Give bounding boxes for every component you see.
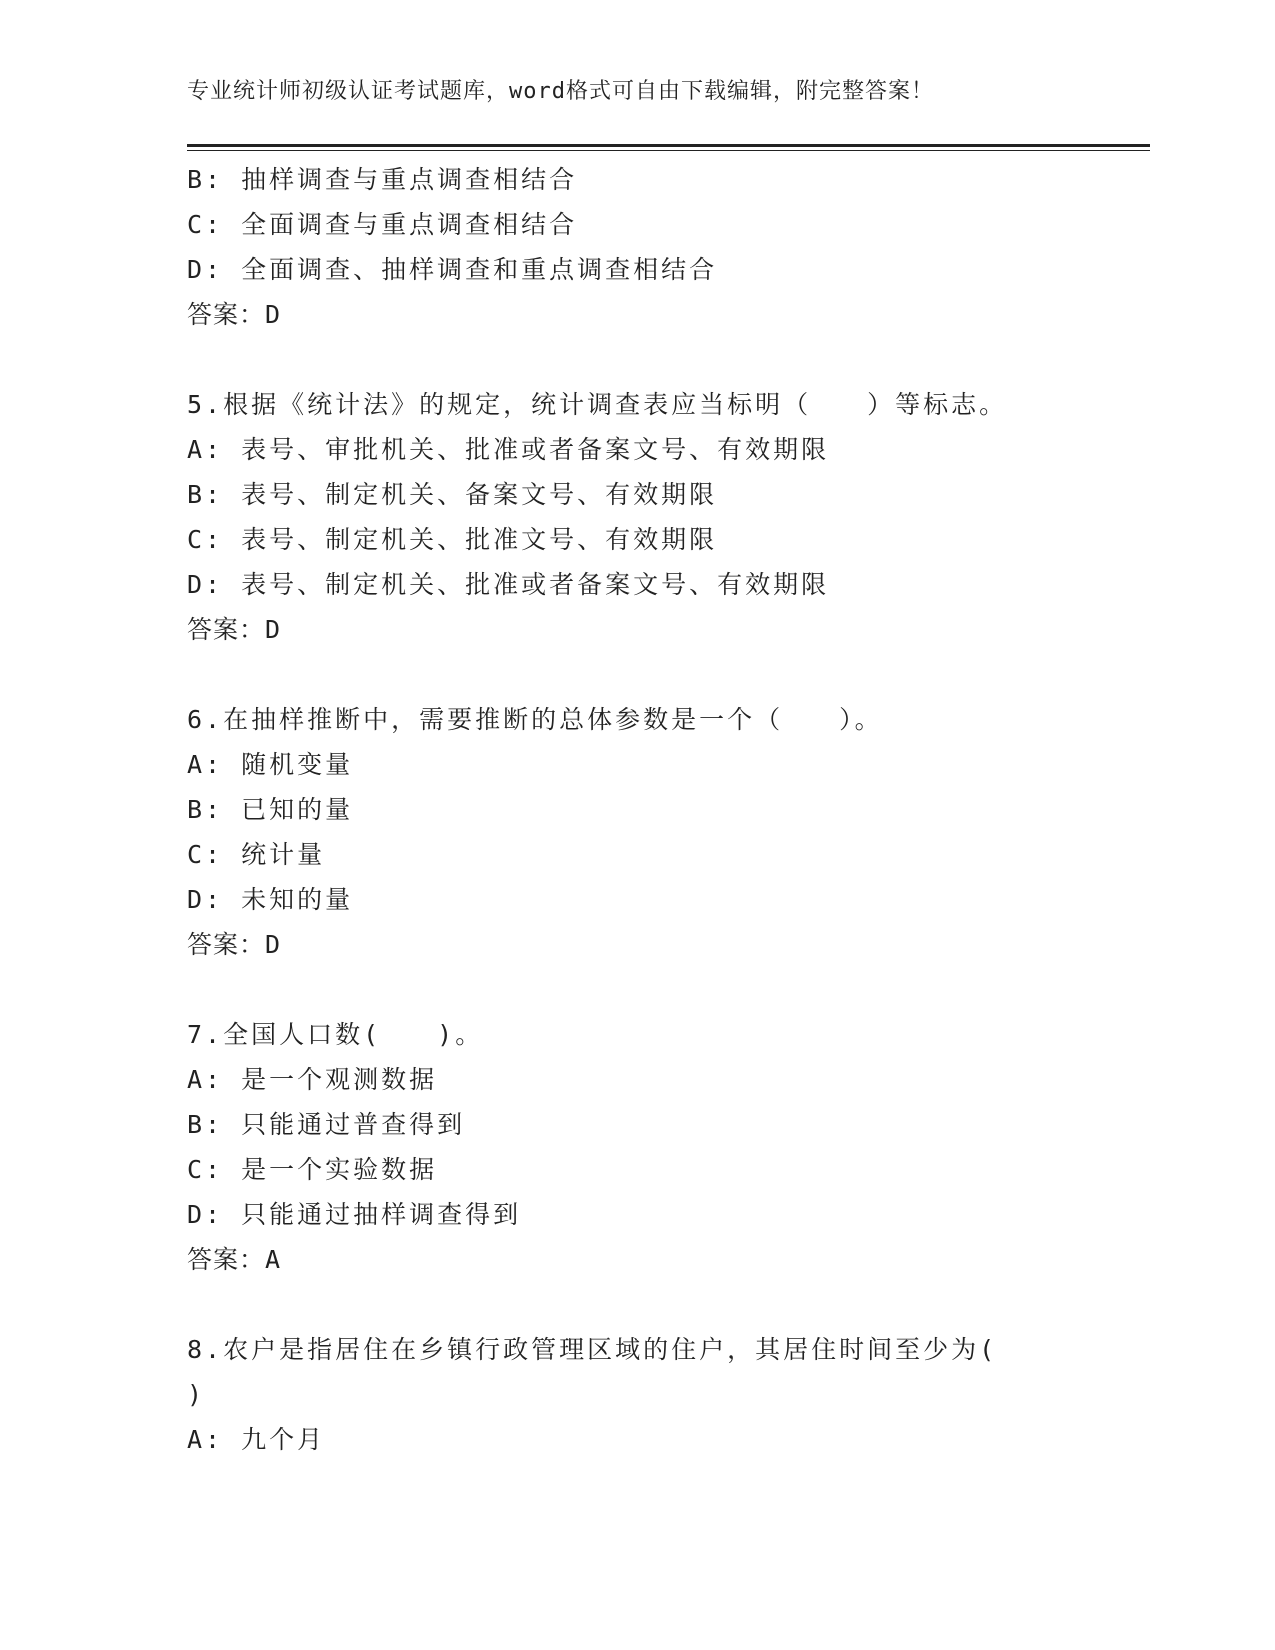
spacer <box>187 337 1117 382</box>
answer: 答案：D <box>187 930 282 959</box>
option-c: C: 是一个实验数据 <box>187 1155 438 1184</box>
header-divider-thin <box>187 150 1150 151</box>
question-5-block <box>187 382 1117 652</box>
option-b: B: 已知的量 <box>187 795 354 824</box>
answer: 答案：A <box>187 1245 282 1274</box>
option-d: D: 全面调查、抽样调查和重点调查相结合 <box>187 255 718 284</box>
option-a: A: 表号、审批机关、批准或者备案文号、有效期限 <box>187 435 830 464</box>
page-header: 专业统计师初级认证考试题库，word格式可自由下载编辑，附完整答案！ <box>187 79 934 104</box>
option-d: D: 表号、制定机关、批准或者备案文号、有效期限 <box>187 570 830 599</box>
option-c: C: 表号、制定机关、批准文号、有效期限 <box>187 525 718 554</box>
option-c: C: 全面调查与重点调查相结合 <box>187 210 578 239</box>
spacer <box>187 1282 1117 1327</box>
option-b: B: 只能通过普查得到 <box>187 1110 466 1139</box>
option-b: B: 表号、制定机关、备案文号、有效期限 <box>187 480 718 509</box>
question-6-block <box>187 697 1117 967</box>
option-a: A: 是一个观测数据 <box>187 1065 438 1094</box>
question-4-block <box>187 157 1117 337</box>
question-7-block <box>187 1012 1117 1282</box>
question-text: 6.在抽样推断中，需要推断的总体参数是一个（ ）。 <box>187 705 883 734</box>
document-content <box>187 157 1117 1462</box>
option-a: A: 九个月 <box>187 1425 326 1454</box>
answer: 答案：D <box>187 615 282 644</box>
spacer <box>187 967 1117 1012</box>
question-text: 8.农户是指居住在乡镇行政管理区域的住户，其居住时间至少为( ) <box>187 1335 998 1409</box>
header-divider-thick <box>187 144 1150 147</box>
option-a: A: 随机变量 <box>187 750 354 779</box>
question-text: 5.根据《统计法》的规定，统计调查表应当标明（ ）等标志。 <box>187 390 1008 419</box>
option-d: D: 未知的量 <box>187 885 354 914</box>
option-c: C: 统计量 <box>187 840 326 869</box>
answer: 答案：D <box>187 300 282 329</box>
spacer <box>187 652 1117 697</box>
question-text: 7.全国人口数( )。 <box>187 1020 484 1049</box>
option-d: D: 只能通过抽样调查得到 <box>187 1200 522 1229</box>
question-8-block <box>187 1327 1117 1462</box>
option-b: B: 抽样调查与重点调查相结合 <box>187 165 578 194</box>
